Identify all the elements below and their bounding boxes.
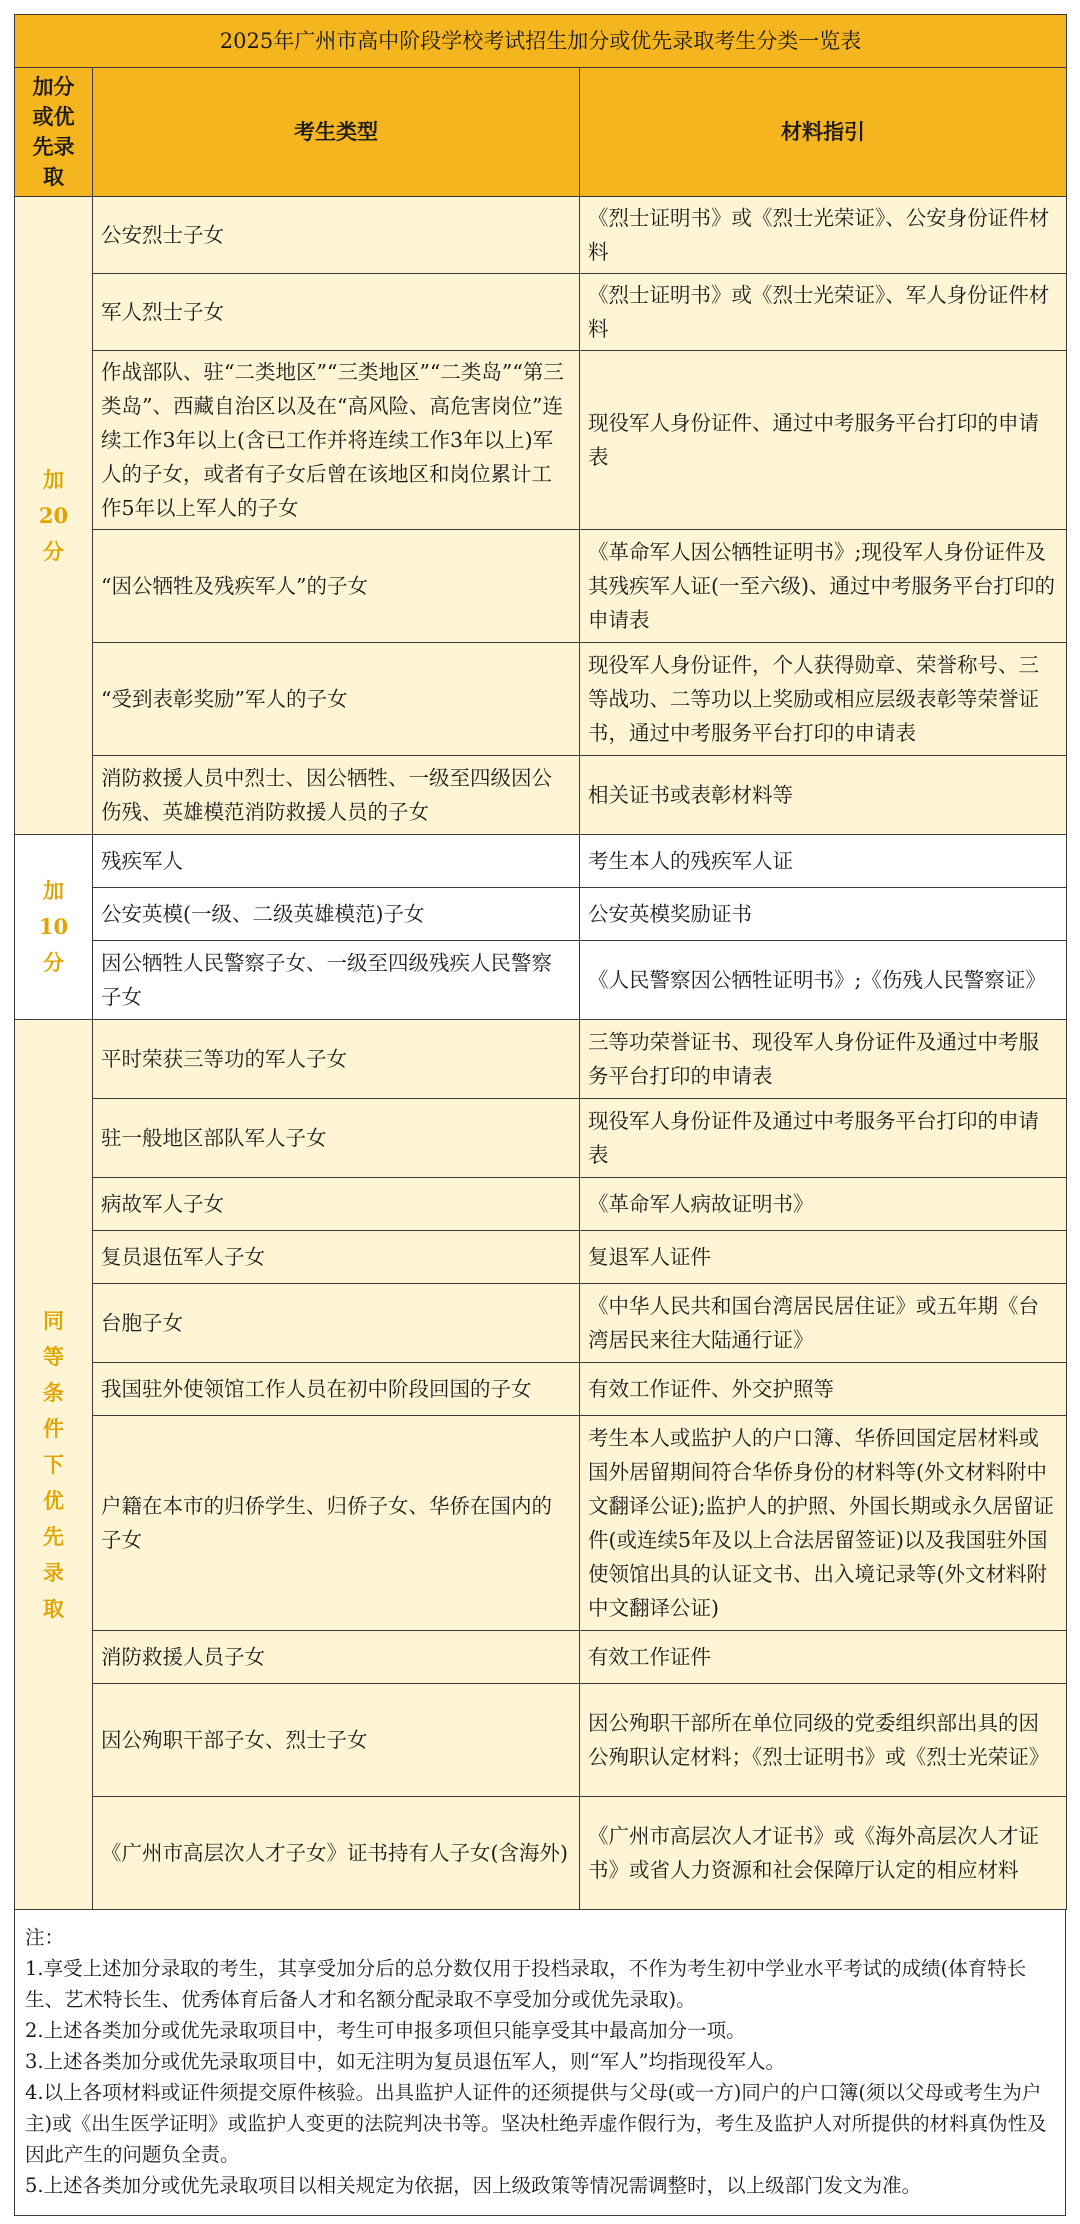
table-row [15,1020,1067,1099]
type-cell: “因公牺牲及残疾军人”的子女 [93,530,580,643]
table-row [15,197,1067,274]
category-plus10 [15,835,93,1020]
table-row [15,530,1067,643]
table-row [15,351,1067,530]
notes-section [14,1910,1066,2216]
type-cell: 台胞子女 [93,1284,580,1363]
table-row [15,1284,1067,1363]
type-cell: “受到表彰奖励”军人的子女 [93,643,580,756]
category-priority [15,1020,93,1910]
table-row [15,1416,1067,1631]
materials-cell: 《人民警察因公牺牲证明书》;《伤残人民警察证》 [580,941,1067,1020]
category-label: 加 20 分 [38,466,69,564]
header-type: 考生类型 [93,68,580,197]
header-category: 加分或优先录取 [15,68,93,197]
category-plus20 [15,197,93,835]
table-row [15,1631,1067,1684]
table-row [15,1099,1067,1178]
type-cell: 消防救援人员中烈士、因公牺牲、一级至四级因公伤残、英雄模范消防救援人员的子女 [93,756,580,835]
materials-cell: 考生本人或监护人的户口簿、华侨回国定居材料或国外居留期间符合华侨身份的材料等(外文材料附中文翻译公证);监护人的护照、外国长期或永久居留证件(或连续5年及以上合法居留签证)以及我国驻外国使领馆出具的认证文书、出入境记录等(外文材料附中文翻译公证) [580,1416,1067,1631]
note-item: 1.享受上述加分录取的考生，其享受加分后的总分数仅用于投档录取，不作为考生初中学业水平考试的成绩(体育特长生、艺术特长生、优秀体育后备人才和名额分配录取不享受加分或优先录取)。 [25,1957,1027,2011]
table-row [15,274,1067,351]
table-row [15,756,1067,835]
table-row [15,643,1067,756]
materials-cell: 《革命军人病故证明书》 [580,1178,1067,1231]
notes-heading: 注： [25,1926,65,1949]
note-item: 3.上述各类加分或优先录取项目中，如无注明为复员退伍军人，则“军人”均指现役军人。 [25,2050,786,2073]
type-cell: 户籍在本市的归侨学生、归侨子女、华侨在国内的子女 [93,1416,580,1631]
materials-cell: 有效工作证件、外交护照等 [580,1363,1067,1416]
type-cell: 公安烈士子女 [93,197,580,274]
type-cell: 驻一般地区部队军人子女 [93,1099,580,1178]
materials-cell: 相关证书或表彰材料等 [580,756,1067,835]
table-row [15,1684,1067,1797]
type-cell: 作战部队、驻“二类地区”“三类地区”“二类岛”“第三类岛”、西藏自治区以及在“高风险、高危害岗位”连续工作3年以上(含已工作并将连续工作3年以上)军人的子女，或者有子女后曾在该地区和岗位累计工作5年以上军人的子女 [93,351,580,530]
type-cell: 平时荣获三等功的军人子女 [93,1020,580,1099]
table-row [15,1178,1067,1231]
note-item: 4.以上各项材料或证件须提交原件核验。出具监护人证件的还须提供与父母(或一方)同户的户口簿(须以父母或考生为户主)或《出生医学证明》或监护人变更的法院判决书等。坚决杜绝弄虚作假行为，考生及监护人对所提供的材料真伪性及因此产生的问题负全责。 [25,2081,1047,2166]
type-cell: 《广州市高层次人才子女》证书持有人子女(含海外) [93,1797,580,1910]
note-item: 5.上述各类加分或优先录取项目以相关规定为依据，因上级政策等情况需调整时，以上级部门发文为准。 [25,2174,922,2197]
materials-cell: 复退军人证件 [580,1231,1067,1284]
materials-cell: 考生本人的残疾军人证 [580,835,1067,888]
type-cell: 复员退伍军人子女 [93,1231,580,1284]
materials-cell: 公安英模奖励证书 [580,888,1067,941]
category-label: 加 10 分 [38,878,69,975]
materials-cell: 现役军人身份证件、通过中考服务平台打印的申请表 [580,351,1067,530]
table-row [15,941,1067,1020]
table-row [15,1797,1067,1910]
materials-cell: 《中华人民共和国台湾居民居住证》或五年期《台湾居民来往大陆通行证》 [580,1284,1067,1363]
type-cell: 因公殉职干部子女、烈士子女 [93,1684,580,1797]
type-cell: 因公牺牲人民警察子女、一级至四级残疾人民警察子女 [93,941,580,1020]
table-title: 2025年广州市高中阶段学校考试招生加分或优先录取考生分类一览表 [15,15,1067,68]
table-row [15,1231,1067,1284]
bonus-table [14,14,1067,1910]
materials-cell: 《广州市高层次人才证书》或《海外高层次人才证书》或省人力资源和社会保障厅认定的相应材料 [580,1797,1067,1910]
type-cell: 消防救援人员子女 [93,1631,580,1684]
table-row [15,835,1067,888]
type-cell: 军人烈士子女 [93,274,580,351]
materials-cell: 三等功荣誉证书、现役军人身份证件及通过中考服务平台打印的申请表 [580,1020,1067,1099]
table-row [15,1363,1067,1416]
materials-cell: 因公殉职干部所在单位同级的党委组织部出具的因公殉职认定材料；《烈士证明书》或《烈士光荣证》 [580,1684,1067,1797]
materials-cell: 《烈士证明书》或《烈士光荣证》、军人身份证件材料 [580,274,1067,351]
materials-cell: 《革命军人因公牺牲证明书》;现役军人身份证件及其残疾军人证(一至六级)、通过中考服务平台打印的申请表 [580,530,1067,643]
materials-cell: 现役军人身份证件，个人获得勋章、荣誉称号、三等战功、二等功以上奖励或相应层级表彰等荣誉证书，通过中考服务平台打印的申请表 [580,643,1067,756]
materials-cell: 《烈士证明书》或《烈士光荣证》、公安身份证件材料 [580,197,1067,274]
note-item: 2.上述各类加分或优先录取项目中，考生可申报多项但只能享受其中最高加分一项。 [25,2019,746,2042]
type-cell: 公安英模(一级、二级英雄模范)子女 [93,888,580,941]
materials-cell: 现役军人身份证件及通过中考服务平台打印的申请表 [580,1099,1067,1178]
table-row [15,888,1067,941]
header-materials: 材料指引 [580,68,1067,197]
category-label: 同 等 条 件 下 优 先 录 取 [43,1307,64,1621]
materials-cell: 有效工作证件 [580,1631,1067,1684]
type-cell: 我国驻外使领馆工作人员在初中阶段回国的子女 [93,1363,580,1416]
type-cell: 残疾军人 [93,835,580,888]
type-cell: 病故军人子女 [93,1178,580,1231]
policy-sheet [14,14,1066,2216]
